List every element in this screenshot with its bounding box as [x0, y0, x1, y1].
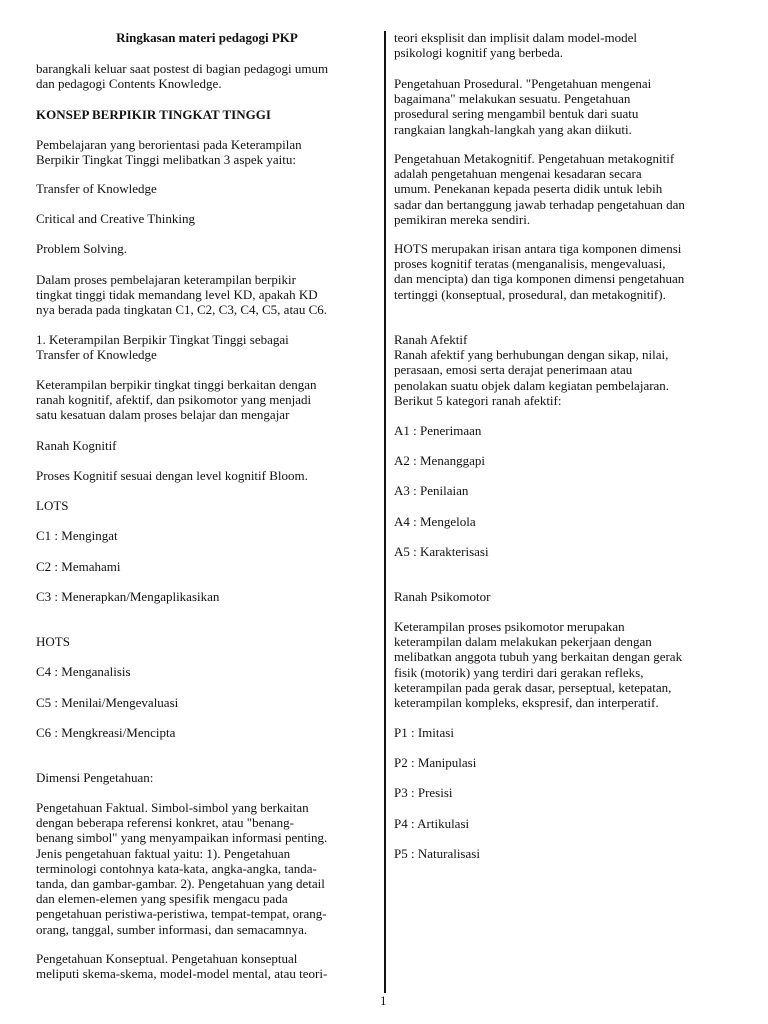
c1-item: C1 : Mengingat [36, 528, 118, 543]
konseptual-continuation: teori eksplisit dan implisit dalam model-model psikologi kognitif yang berbeda. [394, 30, 637, 61]
hots-definition: HOTS merupakan irisan antara tiga komponen dimensi proses kognitif teratas (menganalisis, mengevaluasi, dan mencipta) dan tiga komponen dimensi pengetahuan tertinggi (konseptual, prosedural, dan metakognitif). [394, 241, 685, 302]
aspect-transfer: Transfer of Knowledge [36, 181, 157, 196]
transfer-heading: 1. Keterampilan Berpikir Tingkat Tinggi sebagai Transfer of Knowledge [36, 332, 289, 363]
column-divider [384, 31, 386, 993]
p5-item: P5 : Naturalisasi [394, 846, 480, 861]
proses-kognitif: Proses Kognitif sesuai dengan level kognitif Bloom. [36, 468, 308, 483]
metakognitif-paragraph: Pengetahuan Metakognitif. Pengetahuan metakognitif adalah pengetahuan mengenai kesadaran secara umum. Penekanan kepada peserta didik untuk lebih sadar dan bertanggung jawab terhadap pengetahuan dan pemikiran mereka sendiri. [394, 151, 685, 227]
section-heading: KONSEP BERPIKIR TINGKAT TINGGI [36, 107, 271, 122]
konseptual-paragraph: Pengetahuan Konseptual. Pengetahuan konseptual meliputi skema-skema, model-model mental, atau teori- [36, 951, 328, 982]
afektif-paragraph: Ranah Afektif Ranah afektif yang berhubungan dengan sikap, nilai, perasaan, emosi serta derajat penerimaan atau penolakan suatu objek dalam kegiatan pembelajaran. Berikut 5 kategori ranah afektif: [394, 332, 670, 408]
a2-item: A2 : Menanggapi [394, 453, 485, 468]
c2-item: C2 : Memahami [36, 559, 121, 574]
c6-item: C6 : Mengkreasi/Mencipta [36, 725, 176, 740]
p4-item: P4 : Artikulasi [394, 816, 470, 831]
aspect-critical: Critical and Creative Thinking [36, 211, 195, 226]
hots-label: HOTS [36, 634, 70, 649]
ranah-paragraph: Keterampilan berpikir tingkat tinggi berkaitan dengan ranah kognitif, afektif, dan psikomotor yang menjadi satu kesatuan dalam proses belajar dan mengajar [36, 377, 317, 423]
faktual-paragraph: Pengetahuan Faktual. Simbol-simbol yang berkaitan dengan beberapa referensi konkret, atau "benang- benang simbol" yang menyampaikan informasi penting. Jenis pengetahuan faktual yaitu: 1). Pengetahuan terminologi contohnya kata-kata, angka-angka, tanda- tanda, dan gambar-gambar. 2). Pengetahuan yang detail dan elemen-elemen yang spesifik mengacu pada pengetahuan peristiwa-peristiwa, tempat-tempat, orang- orang, tanggal, sumber informasi, dan semacamnya. [36, 800, 328, 937]
psikomotor-definition: Keterampilan proses psikomotor merupakan keterampilan dalam melakukan pekerjaan dengan melibatkan anggota tubuh yang berkaitan dengan gerak fisik (motorik) yang terdiri dari gerakan refleks, keterampilan pada gerak dasar, perseptual, ketepatan, keterampilan kompleks, ekspresif, dan interperatif. [394, 619, 683, 711]
c5-item: C5 : Menilai/Mengevaluasi [36, 695, 179, 710]
p2-item: P2 : Manipulasi [394, 755, 477, 770]
ranah-kognitif-label: Ranah Kognitif [36, 438, 117, 453]
dimensi-label: Dimensi Pengetahuan: [36, 770, 154, 785]
document-title: Ringkasan materi pedagogi PKP [116, 30, 298, 45]
kd-paragraph: Dalam proses pembelajaran keterampilan berpikir tingkat tinggi tidak memandang level KD, apakah KD nya berada pada tingkatan C1, C2, C3, C4, C5, atau C6. [36, 272, 328, 318]
page-number: 1 [380, 993, 387, 1008]
aspect-problem: Problem Solving. [36, 241, 128, 256]
p3-item: P3 : Presisi [394, 785, 453, 800]
a4-item: A4 : Mengelola [394, 514, 476, 529]
c3-item: C3 : Menerapkan/Mengaplikasikan [36, 589, 220, 604]
c4-item: C4 : Menganalisis [36, 664, 131, 679]
a5-item: A5 : Karakterisasi [394, 544, 489, 559]
a3-item: A3 : Penilaian [394, 483, 469, 498]
intro-paragraph: barangkali keluar saat postest di bagian pedagogi umum dan pedagogi Contents Knowledge. [36, 61, 329, 92]
prosedural-paragraph: Pengetahuan Prosedural. "Pengetahuan mengenai bagaimana" melakukan sesuatu. Pengetahuan prosedural sering mengambil bentuk dari suatu rangkaian langkah-langkah yang akan diikuti. [394, 76, 652, 137]
p1-item: P1 : Imitasi [394, 725, 454, 740]
lots-label: LOTS [36, 498, 69, 513]
hots-aspects-intro: Pembelajaran yang berorientasi pada Keterampilan Berpikir Tingkat Tinggi melibatkan 3 aspek yaitu: [36, 137, 302, 168]
a1-item: A1 : Penerimaan [394, 423, 482, 438]
psikomotor-label: Ranah Psikomotor [394, 589, 491, 604]
